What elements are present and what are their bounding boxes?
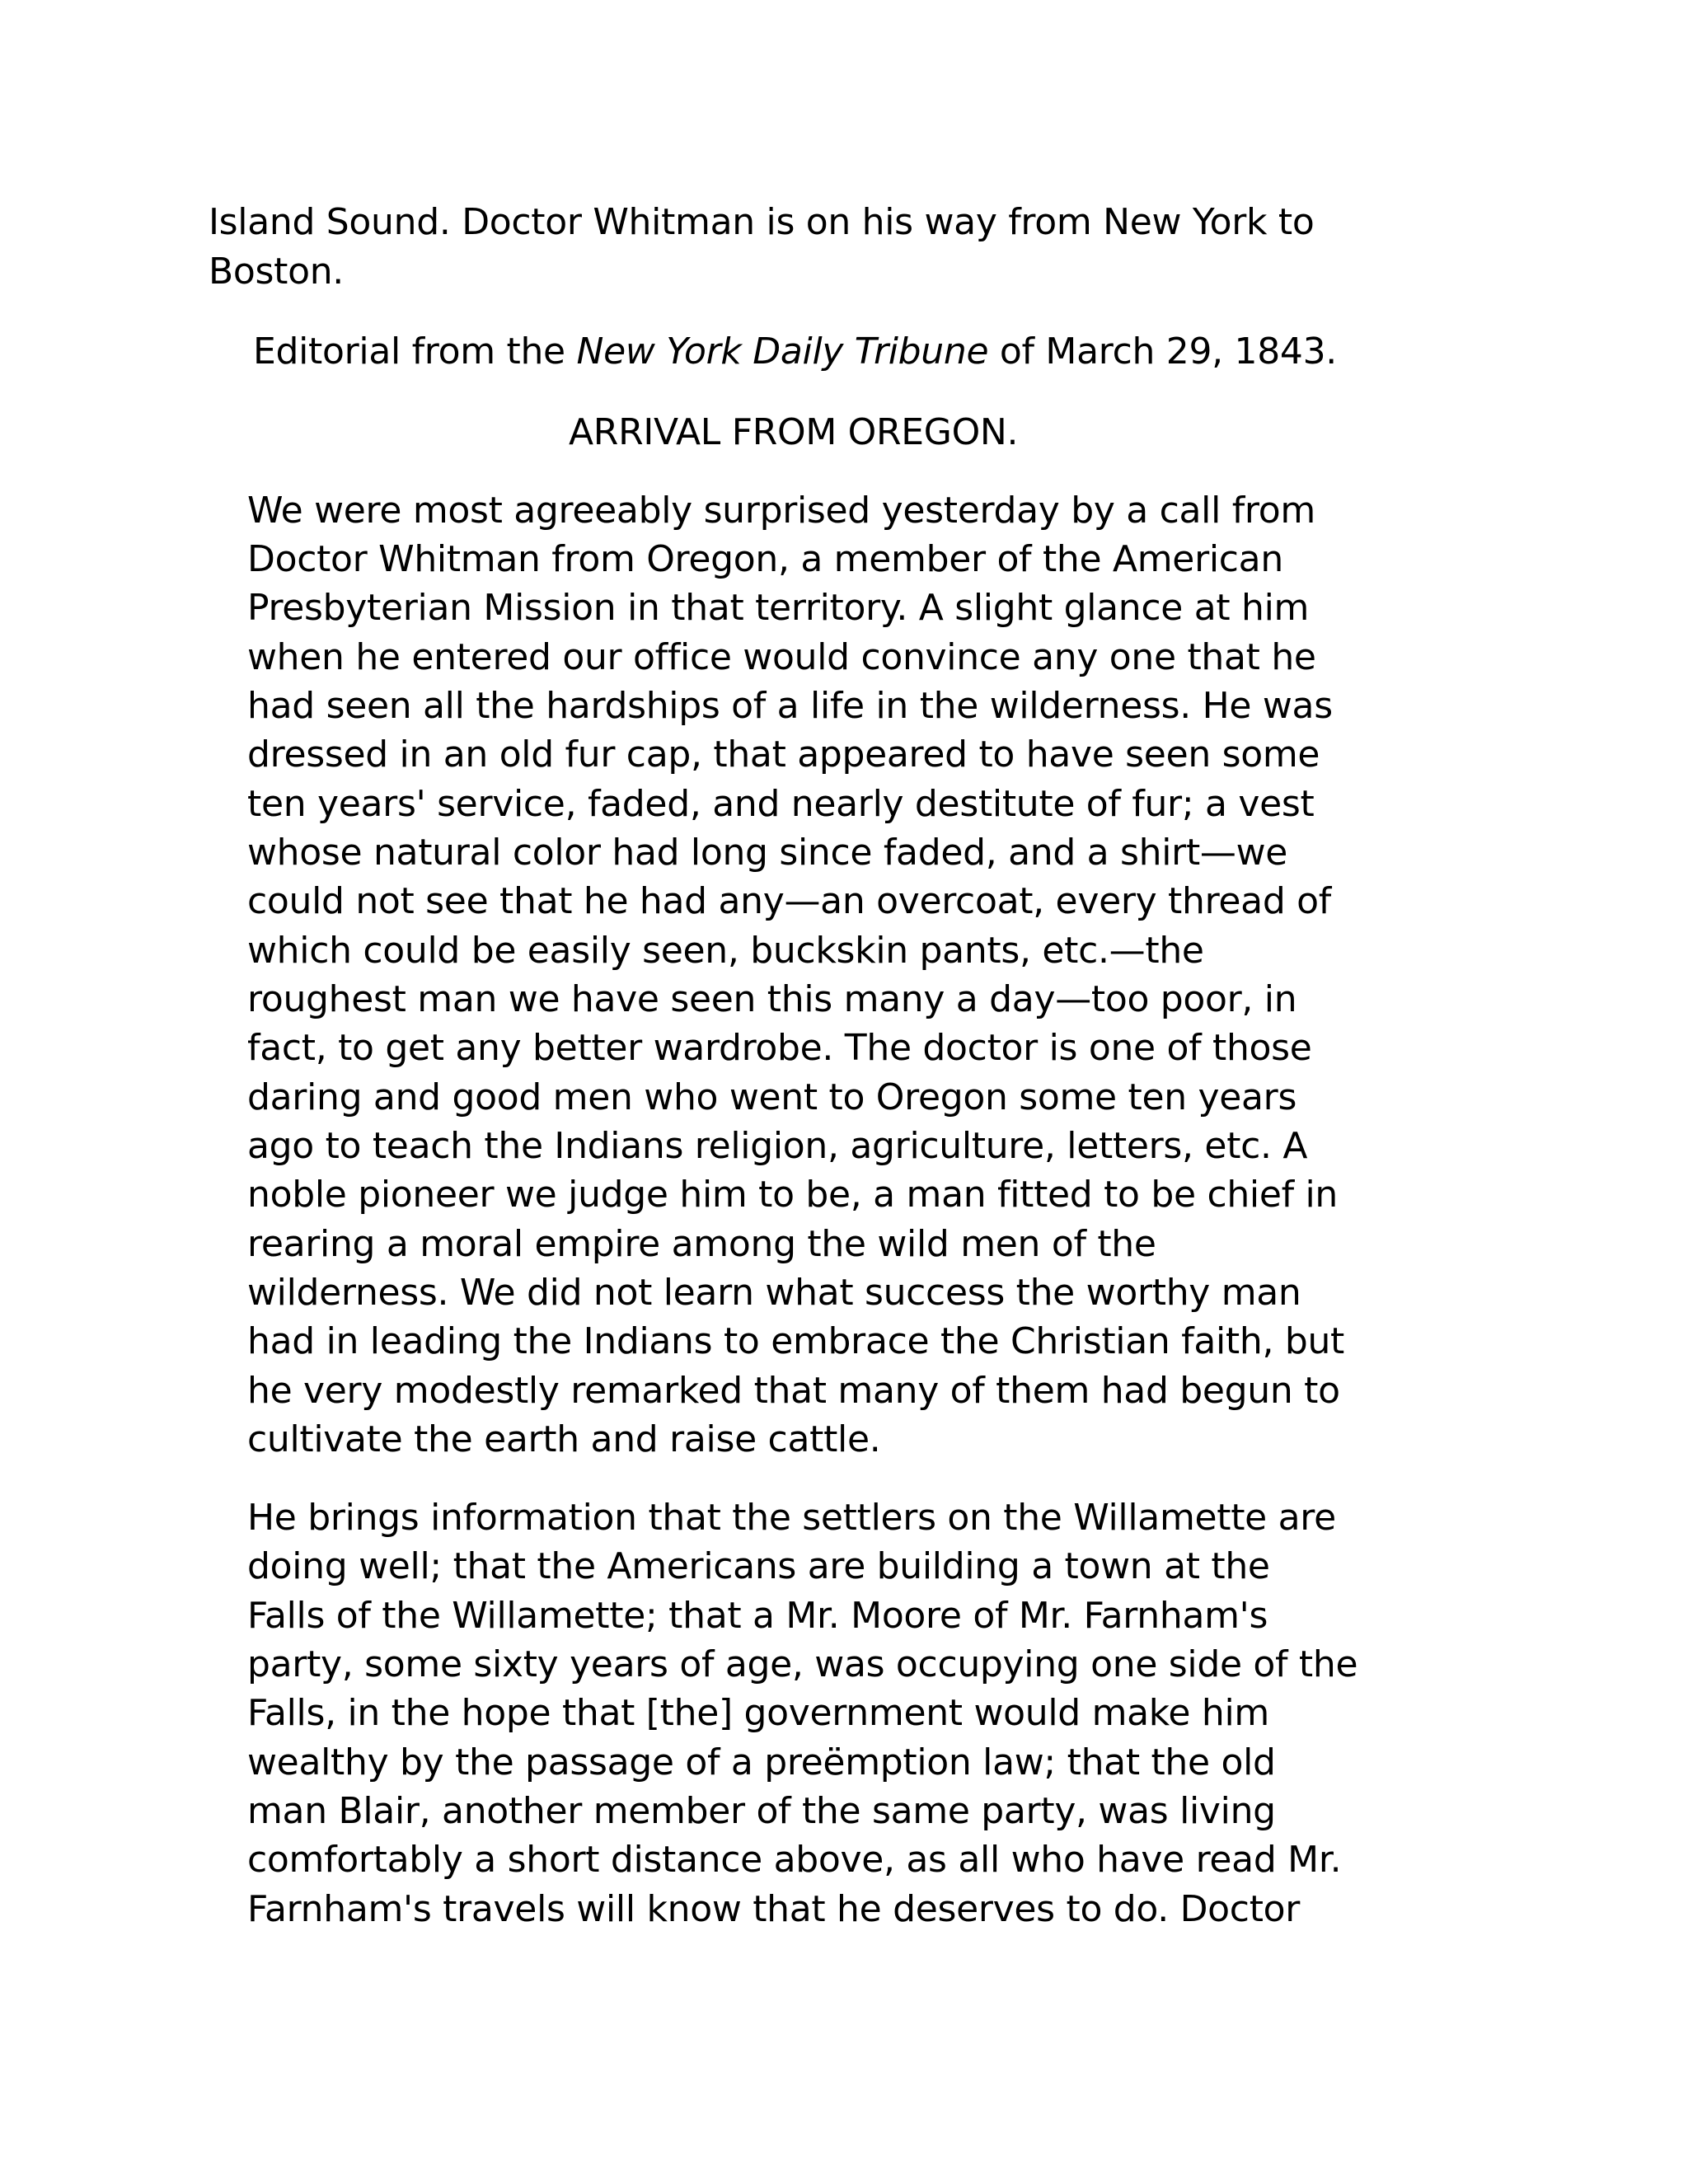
text-line: Boston. bbox=[209, 251, 344, 293]
text-line: rearing a moral empire among the wild men of the bbox=[247, 1223, 1156, 1265]
text-line: Presbyterian Mission in that territory. A slight glance at him bbox=[247, 587, 1310, 629]
text-line: had in leading the Indians to embrace the Christian faith, but bbox=[247, 1320, 1344, 1362]
text-line: dressed in an old fur cap, that appeared to have seen some bbox=[247, 733, 1320, 776]
text-line: doing well; that the Americans are building a town at the bbox=[247, 1545, 1270, 1587]
editorial-caption bbox=[253, 327, 1337, 377]
text-line: man Blair, another member of the same party, was living bbox=[247, 1790, 1276, 1832]
caption-prefix: Editorial from the bbox=[253, 330, 577, 373]
text-line: fact, to get any better wardrobe. The doctor is one of those bbox=[247, 1027, 1312, 1069]
text-line: He brings information that the settlers on the Willamette are bbox=[247, 1497, 1336, 1539]
text-line: Falls, in the hope that [the] government would make him bbox=[247, 1692, 1269, 1734]
text-line: Falls of the Willamette; that a Mr. Moore of Mr. Farnham's bbox=[247, 1595, 1268, 1637]
text-line: noble pioneer we judge him to be, a man fitted to be chief in bbox=[247, 1174, 1339, 1216]
text-line: he very modestly remarked that many of them had begun to bbox=[247, 1370, 1340, 1412]
text-line: which could be easily seen, buckskin pants, etc.—the bbox=[247, 930, 1204, 972]
text-line: comfortably a short distance above, as all who have read Mr. bbox=[247, 1839, 1342, 1881]
text-line: ago to teach the Indians religion, agriculture, letters, etc. A bbox=[247, 1125, 1308, 1167]
text-line: could not see that he had any—an overcoat, every thread of bbox=[247, 880, 1331, 922]
text-line: wealthy by the passage of a preëmption law; that the old bbox=[247, 1741, 1276, 1783]
text-line: Doctor Whitman from Oregon, a member of the American bbox=[247, 538, 1283, 580]
text-line: wilderness. We did not learn what success the worthy man bbox=[247, 1272, 1301, 1314]
caption-suffix: of March 29, 1843. bbox=[988, 330, 1337, 373]
text-line: had seen all the hardships of a life in the wilderness. He was bbox=[247, 685, 1333, 727]
text-line: whose natural color had long since faded, and a shirt—we bbox=[247, 832, 1288, 874]
text-line: daring and good men who went to Oregon some ten years bbox=[247, 1076, 1297, 1118]
text-line: roughest man we have seen this many a day—too poor, in bbox=[247, 978, 1297, 1020]
text-line: Farnham's travels will know that he deserves to do. Doctor bbox=[247, 1888, 1301, 1930]
publication-name: New York Daily Tribune bbox=[576, 330, 989, 373]
text-line: when he entered our office would convince any one that he bbox=[247, 636, 1316, 678]
text-line: Island Sound. Doctor Whitman is on his way from New York to bbox=[209, 201, 1315, 243]
text-line: We were most agreeably surprised yesterday by a call from bbox=[247, 490, 1315, 532]
text-line: cultivate the earth and raise cattle. bbox=[247, 1418, 881, 1460]
text-line: party, some sixty years of age, was occupying one side of the bbox=[247, 1643, 1358, 1685]
article-heading: ARRIVAL FROM OREGON. bbox=[569, 411, 1019, 453]
text-line: ten years' service, faded, and nearly destitute of fur; a vest bbox=[247, 783, 1315, 825]
